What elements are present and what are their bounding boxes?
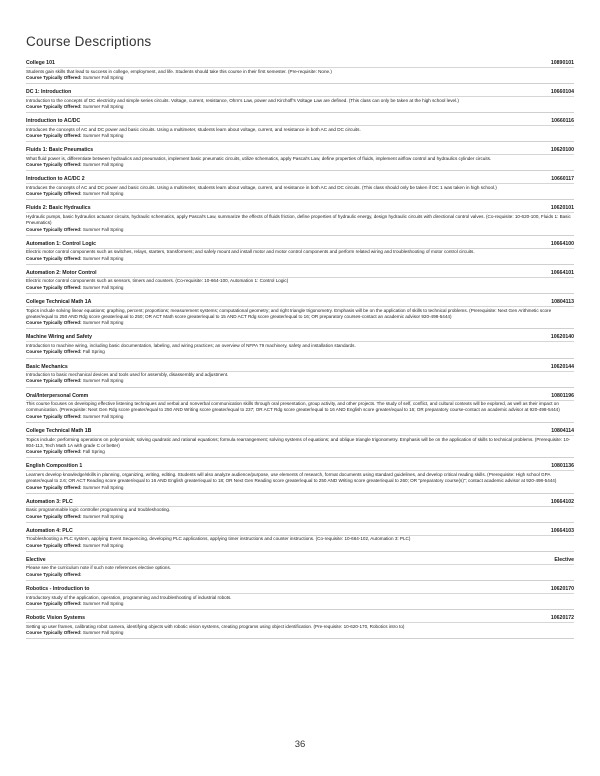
course-offered (26, 191, 574, 197)
course-title: College Technical Math 1B (26, 428, 92, 435)
course-offered (26, 485, 574, 491)
offered-label: Course Typically Offered: (26, 542, 82, 548)
course-entry (26, 556, 574, 581)
course-title: College 101 (26, 60, 55, 66)
course-offered (26, 256, 574, 262)
course-header (26, 299, 574, 306)
course-title: Robotics - Introduction to (26, 586, 90, 593)
course-code: 10620172 (550, 615, 574, 622)
course-entry (26, 146, 574, 171)
offered-label: Course Typically Offered: (26, 255, 82, 261)
course-code: 10620100 (550, 147, 574, 154)
course-description: Introduces the concepts of AC and DC power and basic circuits. Using a multimeter, students learn about voltage, current, and resistance in both AC and DC circuits. (26, 125, 574, 133)
course-title: Fluids 1: Basic Pneumatics (26, 147, 94, 154)
course-code: Elective (554, 556, 574, 563)
offered-label: Course Typically Offered: (26, 103, 82, 109)
course-title: Automation 1: Control Logic (26, 240, 97, 247)
course-title: Machine Wiring and Safety (26, 334, 92, 341)
course-offered (26, 162, 574, 168)
course-header (26, 364, 574, 371)
course-code: 10620101 (550, 205, 574, 212)
course-code: 10664101 (550, 269, 574, 276)
course-code: 10664102 (550, 498, 574, 505)
course-offered (26, 104, 574, 110)
course-description: Hydraulic pumps, basic hydraulics actuator circuits, hydraulic schematics, apply Pascal's Law, summarize the effects of fluids friction, define properties of hydraulic energy, design hydraulic circuits with directional control valves. (Co-requisite: 10-620-100, Fluids 1: Basic Pneumatics) (26, 212, 574, 226)
course-description: Electric motor control components such as sensors, timers and counters. (Co-requisite: 10-664-100, Automation 1: Control Logic) (26, 277, 574, 285)
course-code: 10890101 (550, 60, 574, 66)
offered-label: Course Typically Offered: (26, 284, 82, 290)
course-header (26, 586, 574, 593)
course-description: Introductory study of the application, operation, programming and troubleshooting of industrial robots. (26, 593, 574, 601)
offered-terms: Summer Fall Spring (82, 378, 124, 384)
course-offered (26, 414, 574, 420)
course-title: Automation 4: PLC (26, 527, 73, 534)
offered-label: Course Typically Offered: (26, 191, 82, 197)
offered-terms: Summer Fall Spring (82, 542, 124, 548)
course-title: English Composition 1 (26, 463, 83, 470)
course-offered (26, 227, 574, 233)
course-entry (26, 298, 574, 329)
course-description: Introduction to machine wiring, including basic documentation, labeling, and wiring practices; an overview of NFPA 79 machinery, safety and installation standards. (26, 341, 574, 349)
course-header (26, 241, 574, 248)
course-header (26, 463, 574, 470)
offered-terms: Summer Fall Spring (82, 484, 124, 490)
course-title: Fluids 2: Basic Hydraulics (26, 205, 91, 212)
course-description: Setting up user frames, calibrating robot camera, identifying objects with robotic vision systems, creating programs using object identification. (Pre-requisite: 10-620-170, Robotics intro to) (26, 622, 574, 630)
course-entry (26, 462, 574, 493)
course-code: 10620140 (550, 334, 574, 341)
course-offered (26, 449, 574, 455)
course-title: Automation 2: Motor Control (26, 269, 97, 276)
course-header (26, 205, 574, 212)
course-header (26, 118, 574, 125)
course-code: 10801136 (551, 463, 574, 470)
course-header (26, 557, 574, 564)
course-header (26, 334, 574, 341)
course-title: Basic Mechanics (26, 363, 68, 370)
course-header (26, 89, 574, 96)
course-title: Oral/Interpersonal Comm (26, 392, 89, 399)
course-offered (26, 543, 574, 549)
course-offered (26, 133, 574, 139)
offered-terms: Summer Fall Spring (82, 284, 124, 290)
course-description: Basic programmable logic controller programming and troubleshooting. (26, 506, 574, 514)
offered-terms: Summer Fall Spring (82, 103, 124, 109)
course-entry (26, 59, 574, 84)
course-entry (26, 363, 574, 388)
course-header (26, 270, 574, 277)
course-description: Troubleshooting a PLC system, applying Event Sequencing, developing PLC applications, applying timer instructions and counter instructions. (Co-requisite: 10-664-102, Automation 3: PLC) (26, 535, 574, 543)
offered-label: Course Typically Offered: (26, 378, 82, 384)
offered-label: Course Typically Offered: (26, 320, 82, 326)
course-entry (26, 392, 574, 423)
page-number: 36 (294, 739, 306, 750)
offered-label: Course Typically Offered: (26, 162, 82, 168)
offered-terms: Summer Fall Spring (82, 191, 124, 197)
course-header (26, 176, 574, 183)
course-title: DC 1: Introduction (26, 89, 72, 96)
course-entry (26, 204, 574, 235)
offered-terms: Summer Fall Spring (82, 320, 124, 326)
course-header (26, 615, 574, 622)
course-title: Automation 3: PLC (26, 498, 73, 505)
course-entry (26, 269, 574, 294)
course-header (26, 147, 574, 154)
offered-label: Course Typically Offered: (26, 132, 82, 138)
course-description: Electric motor control components such as switches, relays, starters, transformers; and safely mount and install motor and motor control components and perform related wiring and troubleshooting of motor control circuits. (26, 248, 574, 256)
offered-terms: Summer Fall Spring (82, 74, 124, 80)
course-description: What fluid power is, differentiate between hydraulics and pneumatics, implement basic pneumatic circuits, utilize schematics, apply Pascal's Law, define properties of fluids, implement airflow control and hydraulics cylinder circuits. (26, 154, 574, 162)
course-title: Elective (26, 556, 46, 563)
course-title: Robotic Vision Systems (26, 615, 85, 622)
course-offered (26, 378, 574, 384)
course-code: 10620170 (550, 586, 574, 593)
course-header (26, 60, 574, 67)
offered-terms: Summer Fall Spring (82, 629, 124, 635)
course-header (26, 393, 574, 400)
course-offered (26, 572, 574, 578)
page-title: Course Descriptions (26, 34, 152, 49)
offered-terms: Fall Spring (82, 449, 105, 455)
course-entry (26, 614, 574, 639)
course-entry (26, 240, 574, 265)
document-page (26, 34, 574, 643)
course-header (26, 428, 574, 435)
course-entry (26, 585, 574, 610)
course-code: 10804113 (551, 299, 574, 306)
course-entry (26, 117, 574, 142)
course-description: Introduction to the concepts of DC electricity and simple series circuits. Voltage, current, resistance, Ohm's Law, power and Kirchoff's Voltage Law are defined. (This class can only be taken at the high school level.) (26, 96, 574, 104)
course-entry (26, 175, 574, 200)
course-list (26, 59, 574, 639)
course-code: 10804114 (551, 428, 574, 435)
course-offered (26, 285, 574, 291)
course-code: 10620144 (550, 363, 574, 370)
course-header (26, 528, 574, 535)
course-code: 10660104 (550, 89, 574, 96)
course-entry (26, 527, 574, 552)
course-title: Introduction to AC/DC 2 (26, 176, 85, 183)
offered-terms: Summer Fall Spring (82, 132, 124, 138)
course-description: This course focuses on developing effective listening techniques and verbal and nonverbal communication skills through oral presentation, group activity, and other projects. The study of self, conflict, and cultural contexts will be explored, as well as their impact on communication. (Prerequisite: Next Gen Rdg score greater/equal to 250 AND Writing score greater/equal to 237; OR ACT Rdg score greater/equal to 16 AND English score greater/equal to 16; OR preparatory course-contact an academic advisor at 920-498-5444) (26, 400, 574, 414)
offered-label: Course Typically Offered: (26, 629, 82, 635)
offered-terms: Summer Fall Spring (82, 600, 124, 606)
course-description: Learners develop knowledge/skills in planning, organizing, writing, editing. Students will also analyze audience/purpose, use elements of research, format documents using standard guidelines, and develop critical reading skills. (Prerequisite: High school GPA greater/equal to 2.6; OR ACT Reading score greater/equal to 16 AND English greater/equal to 18; OR Next Gen Reading score greater/equal to 250 AND Writing score greater/equal to 260; OR "preparatory course(s)"; contact academic advisor at 920-498-5444) (26, 470, 574, 484)
offered-label: Course Typically Offered: (26, 226, 82, 232)
course-offered (26, 514, 574, 520)
course-title: College Technical Math 1A (26, 299, 92, 306)
course-title: Introduction to AC/DC (26, 118, 81, 125)
course-offered (26, 349, 574, 355)
course-description: Students gain skills that lead to success in college, employment, and life. Students should take this course in their first semester. (Pre-requisite: None.) (26, 67, 574, 75)
course-code: 10660116 (551, 118, 574, 125)
course-code: 10801196 (551, 392, 574, 399)
offered-label: Course Typically Offered: (26, 600, 82, 606)
course-offered (26, 75, 574, 81)
offered-label: Course Typically Offered: (26, 74, 82, 80)
offered-label: Course Typically Offered: (26, 349, 82, 355)
course-entry (26, 427, 574, 458)
offered-terms: Summer Fall Spring (82, 513, 124, 519)
offered-label: Course Typically Offered: (26, 413, 82, 419)
offered-label: Course Typically Offered: (26, 484, 82, 490)
course-description: Topics include: performing operations on polynomials; solving quadratic and rational equations; formula rearrangement; solving systems of equations; and oblique triangle trigonometry. Emphasis will be on the application of skills to technical problems. (Prerequisite: 10-804-113, Tech Math 1A with grade C or better) (26, 435, 574, 449)
course-entry (26, 498, 574, 523)
course-entry (26, 333, 574, 358)
offered-terms: Summer Fall Spring (82, 255, 124, 261)
course-offered (26, 630, 574, 636)
offered-terms: Summer Fall Spring (82, 226, 124, 232)
course-code: 10660117 (551, 176, 574, 183)
course-entry (26, 88, 574, 113)
course-description: Introduces the concepts of AC and DC power and basic circuits. Using a multimeter, students learn about voltage, current, and resistance in both AC and DC circuits. (This class should only be taken if DC 1 was taken in high school.) (26, 183, 574, 191)
course-description: Introduction to basic mechanical devices and tools used for assembly, disassembly and adjustment. (26, 371, 574, 379)
course-description: Topics include solving linear equations; graphing, percent; proportions; measurement systems; computational geometry; and right triangle trigonometry. Emphasis will be on the application of skills to technical problems. (Prerequisite: Next Gen Arithmetic score greater/equal to 250 AND Rdg score greater/equal to 250; OR ACT Math score greater/equal to 15 AND ACT Rdg score greater/equal to 16; OR preparatory courses-contact an academic advisor 920-498-5444) (26, 306, 574, 320)
offered-terms: Fall Spring (82, 349, 105, 355)
course-description: Please see the curriculum note if such note references elective options. (26, 564, 574, 572)
course-offered (26, 320, 574, 326)
offered-terms: Summer Fall Spring (82, 413, 124, 419)
offered-label: Course Typically Offered: (26, 571, 82, 577)
course-code: 10664103 (550, 527, 574, 534)
offered-label: Course Typically Offered: (26, 449, 82, 455)
course-header (26, 499, 574, 506)
course-code: 10664100 (550, 240, 574, 247)
course-offered (26, 601, 574, 607)
offered-terms: Summer Fall Spring (82, 162, 124, 168)
offered-label: Course Typically Offered: (26, 513, 82, 519)
